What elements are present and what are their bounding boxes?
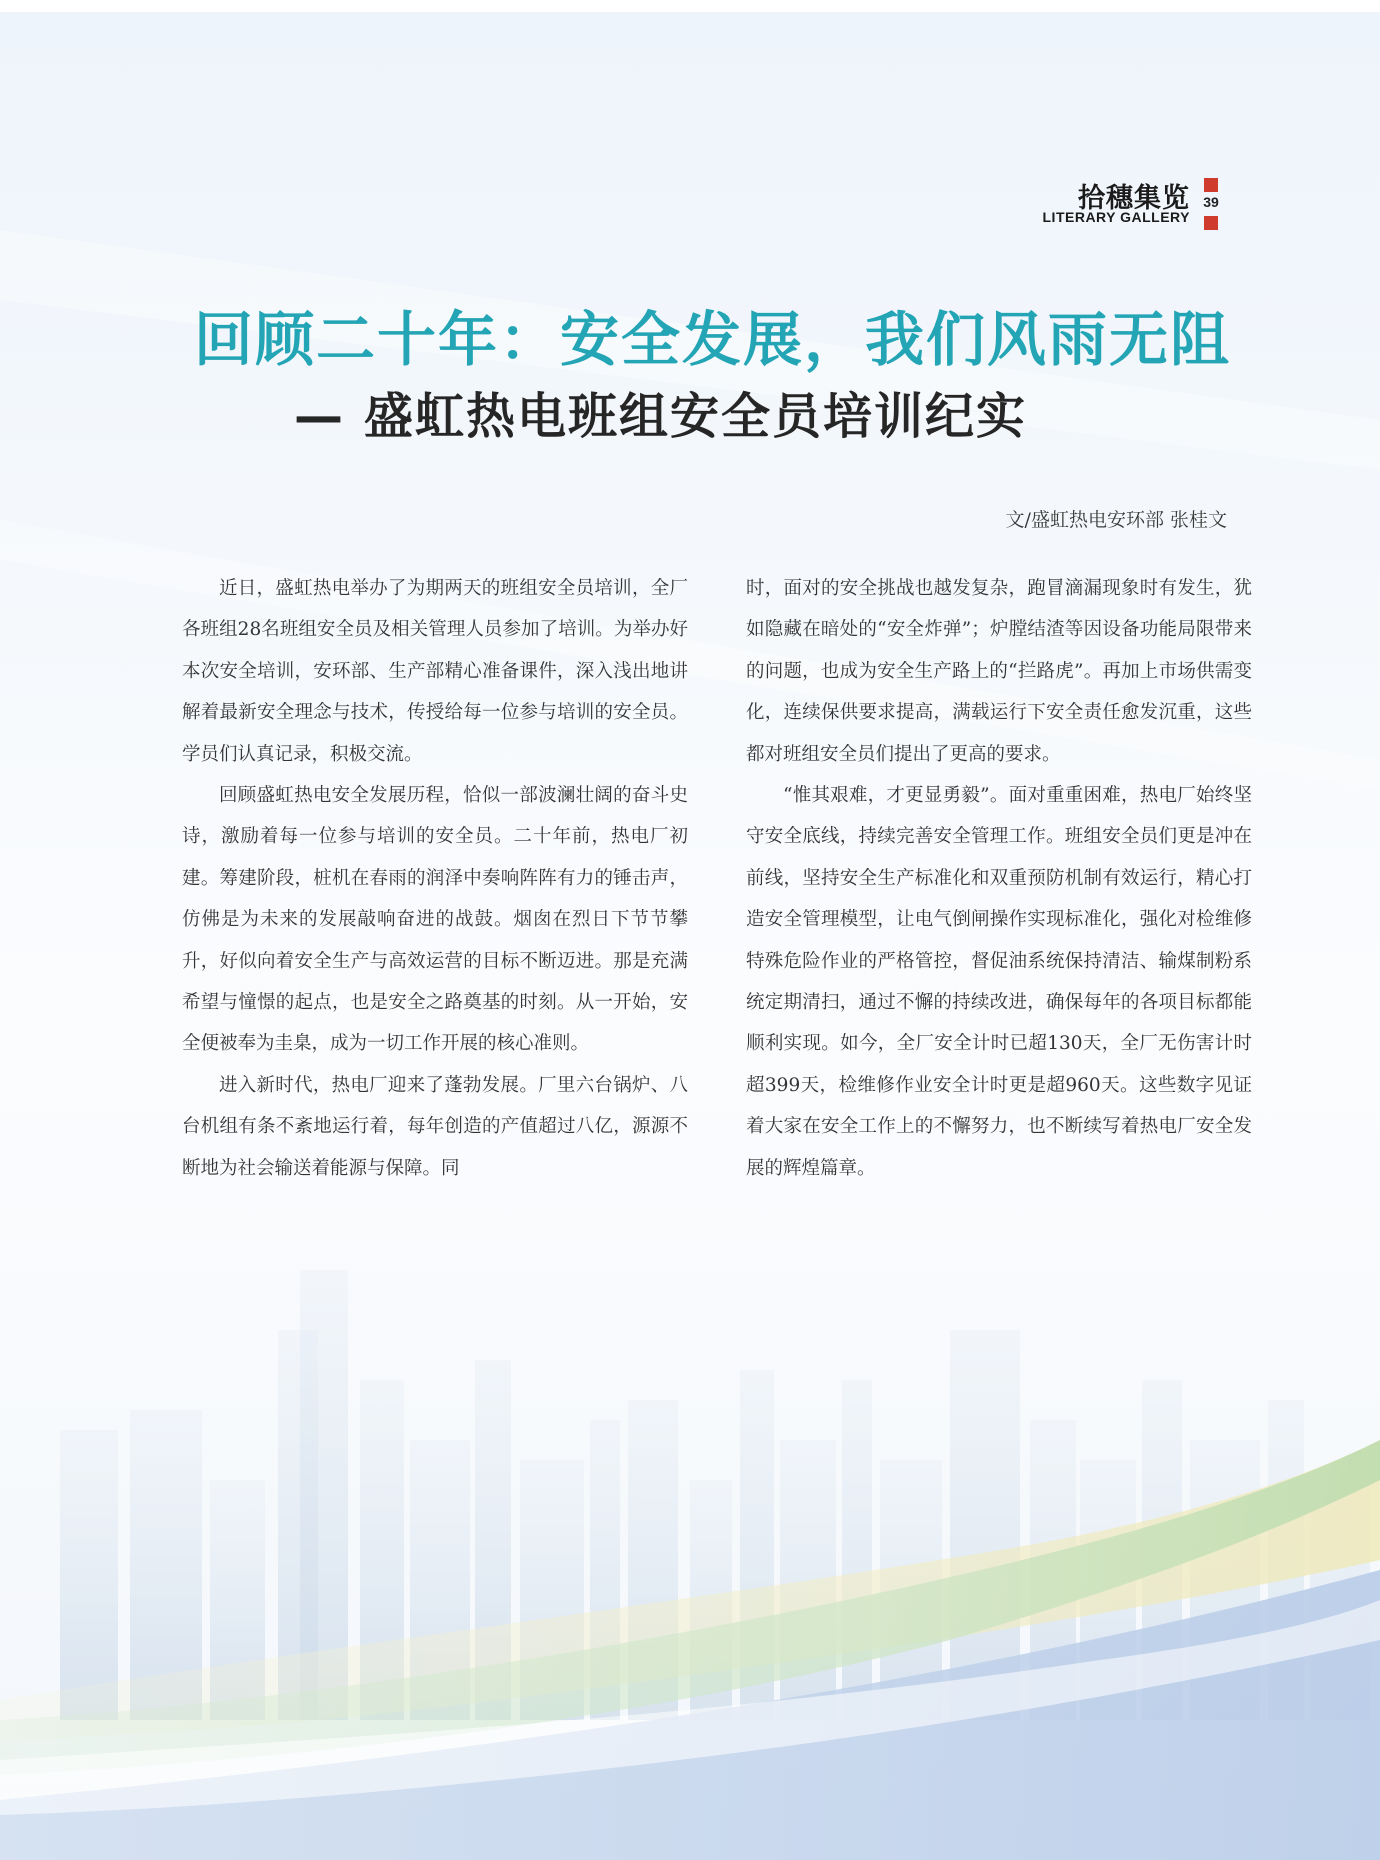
paragraph: 进入新时代，热电厂迎来了蓬勃发展。厂里六台锅炉、八台机组有条不紊地运行着，每年创造的产值超过八亿，源源不断地为社会输送着能源与保障。同 — [182, 1074, 688, 1179]
paragraph: “惟其艰难，才更显勇毅”。面对重重困难，热电厂始终坚守安全底线，持续完善安全管理工作。班组安全员们更是冲在前线，坚持安全生产标准化和双重预防机制有效运行，精心打造安全管理模型，让电气倒闸操作实现标准化，强化对检维修特殊危险作业的严格管控，督促油系统保持清洁、输煤制粉系统定期清扫，通过不懈的持续改进，确保每年的各项目标都能顺利实现。如今，全厂安全计时已超130天，全厂无伤害计时超399天，检维修作业安全计时更是超960天。这些数字见证着大家在安全工作上的不懈努力，也不断续写着热电厂安全发展的辉煌篇章。 — [746, 785, 1252, 1179]
section-title-en: LITERARY GALLERY — [1042, 209, 1190, 225]
paragraph: 近日，盛虹热电举办了为期两天的班组安全员培训，全厂各班组28名班组安全员及相关管理人员参加了培训。为举办好本次安全培训，安环部、生产部精心准备课件，深入浅出地讲解着最新安全理念与技术，传授给每一位参与培训的安全员。学员们认真记录，积极交流。 — [182, 578, 688, 765]
body-column-right — [746, 568, 1252, 1189]
article-title: 回顾二十年：安全发展，我们风雨无阻 — [194, 305, 1232, 374]
accent-bar-top — [1204, 178, 1218, 192]
page-number: 39 — [1203, 194, 1219, 210]
body-column-left — [182, 568, 688, 1189]
article-byline: 文/盛虹热电安环部 张桂文 — [1005, 509, 1227, 531]
section-title-cn: 拾穗集览 — [1078, 183, 1190, 214]
paragraph: 时，面对的安全挑战也越发复杂，跑冒滴漏现象时有发生，犹如隐藏在暗处的“安全炸弹”；炉膛结渣等因设备功能局限带来的问题，也成为安全生产路上的“拦路虎”。再加上市场供需变化，连续保供要求提高，满载运行下安全责任愈发沉重，这些都对班组安全员们提出了更高的要求。 — [746, 578, 1252, 765]
accent-bar-bottom — [1204, 216, 1218, 230]
section-header — [990, 176, 1230, 232]
article-subtitle: — 盛虹热电班组安全员培训纪实 — [294, 388, 1028, 445]
paragraph: 回顾盛虹热电安全发展历程，恰似一部波澜壮阔的奋斗史诗，激励着每一位参与培训的安全员。二十年前，热电厂初建。筹建阶段，桩机在春雨的润泽中奏响阵阵有力的锤击声，仿佛是为未来的发展敲响奋进的战鼓。烟囱在烈日下节节攀升，好似向着安全生产与高效运营的目标不断迈进。那是充满希望与憧憬的起点，也是安全之路奠基的时刻。从一开始，安全便被奉为圭臬，成为一切工作开展的核心准则。 — [182, 785, 688, 1055]
